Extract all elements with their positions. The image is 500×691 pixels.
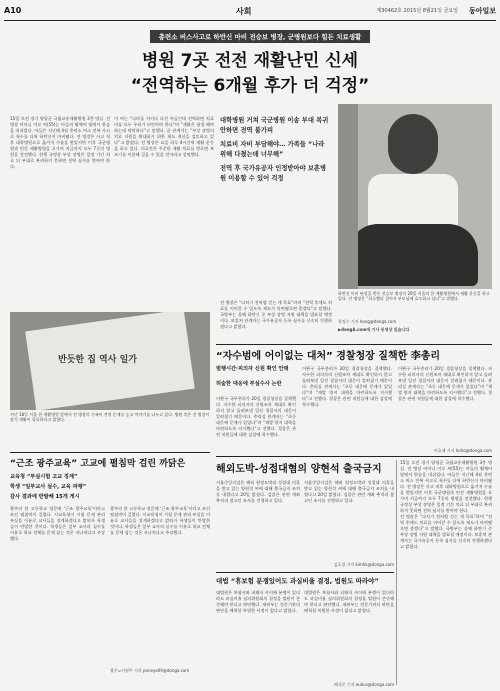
main-byline: 홍정수 기자 hong@donga.com: [338, 319, 397, 324]
left-sign-photo: [10, 312, 210, 410]
story2-body-col-2: 이완구 국무총리가 20일 경찰청장을 질책했다. 자수한 피의자의 신원조차 제대로 확인하지 않고 돌려보낸 일선 경찰서의 대응이 알려졌기 때문이다. 총리실 관계자는 “초동 대응에 문제가 있었다”며 “재발 방지 대책을 마련하도록 지시했다”고 전했다. 경찰은 관련 직원들에 대한 감찰에 착수했다.: [302, 366, 392, 407]
story5-body-col-1: 대법원은 보험사와 피해자 사이에 분쟁이 있더라도 과실비율 심의위원회의 결정을 법원이 존중해야 한다고 판단했다. 재판부는 전문기관의 판단을 배척할 특별한 사정이 없다고 밝혔다.: [216, 590, 300, 613]
story2-rule: [216, 344, 492, 345]
story5-title: 대법 “휴보험 분쟁있어도 과실비율 결정, 법원도 따라야”: [216, 577, 379, 585]
story5-body-col-2: 대법원은 보험사와 피해자 사이에 분쟁이 있더라도 과실비율 심의위원회의 결정을 법원이 존중해야 한다고 판단했다. 재판부는 전문기관의 판단을 배척할 특별한 사정이 없다고 밝혔다.: [304, 590, 394, 613]
related-link[interactable]: ▶dongA.com에 기사 동영상 있습니다: [338, 327, 410, 332]
main-headline-line1: 병원 7곳 전전 재활난민 신세: [141, 51, 359, 71]
story3-body-col-2: 광주의 한 고등학교 정문에 ‘근조 광주교육’이라고 쓰인 펼침막이 걸렸다. 시교육청이 시험 문제 관리 부실을 이유로 교사들을 징계하겠다고 밝히자 학생들이 반발한 것이다. 학생들은 일부 교사의 실수를 이유로 학교 전체를 문제 삼는 것은 지나치다고 주장했다.: [110, 506, 210, 535]
photo-figure-head: [388, 114, 438, 174]
issue-meta: 제30462호 2015년 8월21일 금요일: [376, 8, 458, 14]
quote-3: 전역 후 국가유공자 인정받아야 보훈병원 이용할 수 있어 걱정: [220, 165, 327, 182]
story2-byline: 이호재 기자 hoho@donga.com: [433, 448, 492, 453]
story3-subhead-3: 감사 결과에 반발해 15개 게시: [10, 494, 80, 500]
story3-byline: 광주=이형주 기자 peneye09@donga.com: [110, 668, 190, 673]
photo-wall: [338, 104, 358, 289]
main-body-col-1: 15일 오전 경기 양평군 국립교통재활병원 3층 병실. 전 병장 어머니 이모 씨(55)는 아들의 휠체어 옆에서 한숨을 내쉬었다. 아들은 지난해 4월 총련소 버스 전복 사고로 척수를 다쳐 하반신이 마비됐다. 전 병장은 사고 직후 대학병원으로 옮겨져 수술을 받았지만 이후 국군병원과 민간 재활병원을 오가며 지금까지 모두 7곳의 병원을 전전했다. 현행 규정상 부상 장병은 일정 기간 치료 뒤 부대로 복귀하지 못하면 전역 심사를 받아야 한다.: [10, 116, 110, 169]
story2-subhead-2: 허술한 대응에 부실수사 논란: [216, 381, 282, 387]
story4-title: 해외도박-성접대혐의 양현석 출국금지: [216, 464, 382, 475]
story4-byline: 김호경 기자 kimhk@donga.com: [333, 562, 394, 567]
page-header: [4, 6, 496, 18]
main-headline-line2: “전역하는 6개월 후가 더 걱정”: [130, 76, 370, 96]
quote-1: 대학병원 거쳐 국군병원 이송 부대 복귀 안하면 전역 불가피: [220, 117, 329, 134]
header-rule: [4, 20, 496, 21]
main-photo: [338, 104, 492, 289]
left-photo-caption: 지난 18일 서울 한 재활병원 앞에서 전 병장의 가족이 전역 문제를 놓고 이야기를 나누고 있다. 병원 측은 전 병장이 장기 재활이 필요하다고 밝혔다.: [10, 412, 210, 423]
story5-byline: 배석준 기자 eulius@donga.com: [333, 682, 394, 687]
right-body-col: 15일 오전 경기 양평군 국립교통재활병원 3층 병실. 전 병장 어머니 이모 씨(55)는 아들의 휠체어 옆에서 한숨을 내쉬었다. 아들은 지난해 4월 총련소 버스 전복 사고로 척수를 다쳐 하반신이 마비됐다. 전 병장은 사고 직후 대학병원으로 옮겨져 수술을 받았지만 이후 국군병원과 민간 재활병원을 오가며 지금까지 모두 7곳의 병원을 전전했다. 현행 규정상 부상 장병은 일정 기간 치료 뒤 부대로 복귀하지 못하면 전역 심사를 받아야 한다. 전 병장은 “다치기 전처럼 걷는 게 목표”라며 “전역 후에도 치료를 이어갈 수 있도록 제도가 마련됐으면 좋겠다”고 말했다. 국방부는 올해 하반기 중 부상 장병 지원 대책을 발표할 예정이다. 보훈처 관계자는 국가유공자 등록 심사를 신속히 진행하겠다고 밝혔다.: [400, 460, 492, 549]
story2-title: “자수범에 어이없는 대처” 경찰청장 질책한 李총리: [216, 351, 441, 362]
quote-2: 치료비 자비 부담해야… 가족들 “나라 위해 다쳤는데 너무해”: [220, 141, 325, 158]
photo-banner-text: 반듯한 집 역사 일가: [58, 355, 137, 365]
main-quote-box: [220, 116, 332, 266]
story2-subhead-1: 범행시간·피의자 신원 확인 안돼: [216, 366, 289, 372]
main-kicker: 총련소 버스사고로 하반신 마비 전승보 병장, 군병원보다 힘든 치료생활: [150, 30, 370, 43]
story2-body-col-1: 이완구 국무총리가 20일 경찰청장을 질책했다. 자수한 피의자의 신원조차 제대로 확인하지 않고 돌려보낸 일선 경찰서의 대응이 알려졌기 때문이다. 총리실 관계자는 “초동 대응에 문제가 있었다”며 “재발 방지 대책을 마련하도록 지시했다”고 전했다. 경찰은 관련 직원들에 대한 감찰에 착수했다.: [216, 396, 296, 437]
story3-title: “근조 광주교육” 고교에 펼침막 걸린 까닭은: [10, 459, 186, 469]
main-body-col-3: 전 병장은 “다치기 전처럼 걷는 게 목표”라며 “전역 후에도 치료를 이어갈 수 있도록 제도가 마련됐으면 좋겠다”고 말했다. 국방부는 올해 하반기 중 부상 장병 지원 대책을 발표할 예정이다. 보훈처 관계자는 국가유공자 등록 심사를 신속히 진행하겠다고 밝혔다.: [220, 300, 332, 329]
story4-rule: [216, 456, 492, 457]
column-divider: [396, 460, 397, 685]
story5-rule: [216, 572, 394, 573]
newspaper-name: 동아일보: [468, 7, 496, 15]
section-name: 사회: [236, 7, 252, 16]
photo-wheelchair: [348, 224, 478, 286]
story3-rule: [10, 452, 210, 453]
story2-body-col-3: 이완구 국무총리가 20일 경찰청장을 질책했다. 자수한 피의자의 신원조차 제대로 확인하지 않고 돌려보낸 일선 경찰서의 대응이 알려졌기 때문이다. 총리실 관계자는 “초동 대응에 문제가 있었다”며 “재발 방지 대책을 마련하도록 지시했다”고 전했다. 경찰은 관련 직원들에 대한 감찰에 착수했다.: [398, 366, 492, 401]
story3-subhead-2: 학생 “일부교사 실수, 교육 파행”: [10, 484, 87, 490]
page-number: A10: [4, 6, 22, 15]
story3-subhead-1: 교육청 “부실시험 고교 징계”: [10, 474, 78, 480]
story4-body-col-1: 서울중앙지검은 해외 원정도박과 성접대 의혹을 받고 있는 양현석 씨에 대해 출국금지 조치를 내렸다고 20일 밝혔다. 검찰은 관련 계좌 추적과 참고인 조사를 진행하고 있다.: [216, 480, 300, 503]
story3-body-col-1: 광주의 한 고등학교 정문에 ‘근조 광주교육’이라고 쓰인 펼침막이 걸렸다. 시교육청이 시험 문제 관리 부실을 이유로 교사들을 징계하겠다고 밝히자 학생들이 반발한 것이다. 학생들은 일부 교사의 실수를 이유로 학교 전체를 문제 삼는 것은 지나치다고 주장했다.: [10, 506, 105, 541]
main-photo-caption: 하반신 마비 판정을 받은 전승보 병장이 20일 서울의 한 재활병원에서 재활 운동을 하고 있다. 전 병장은 “하루빨리 걸어서 부모님께 효도하고 싶다”고 말했다.: [338, 291, 490, 302]
story4-body-col-2: 서울중앙지검은 해외 원정도박과 성접대 의혹을 받고 있는 양현석 씨에 대해 출국금지 조치를 내렸다고 20일 밝혔다. 검찰은 관련 계좌 추적과 참고인 조사를 진행하고 있다.: [304, 480, 394, 503]
main-body-col-2: 이 씨는 “나라를 지키다 다친 아들인데 전역하면 치료비를 모두 우리가 떠안아야 한다”며 “재활은 평생 해야 하는데 막막하다”고 말했다. 군 관계자는 “부상 장병의 치료 지원을 확대하기 위한 제도 개선을 검토하고 있다”고 밝혔다. 전 병장은 요즘 하루 4시간씩 재활 운동을 하고 있다. 의료진은 꾸준한 재활 치료를 받으면 보조기를 이용해 걸을 수 있을 것이라고 설명했다.: [114, 116, 214, 157]
